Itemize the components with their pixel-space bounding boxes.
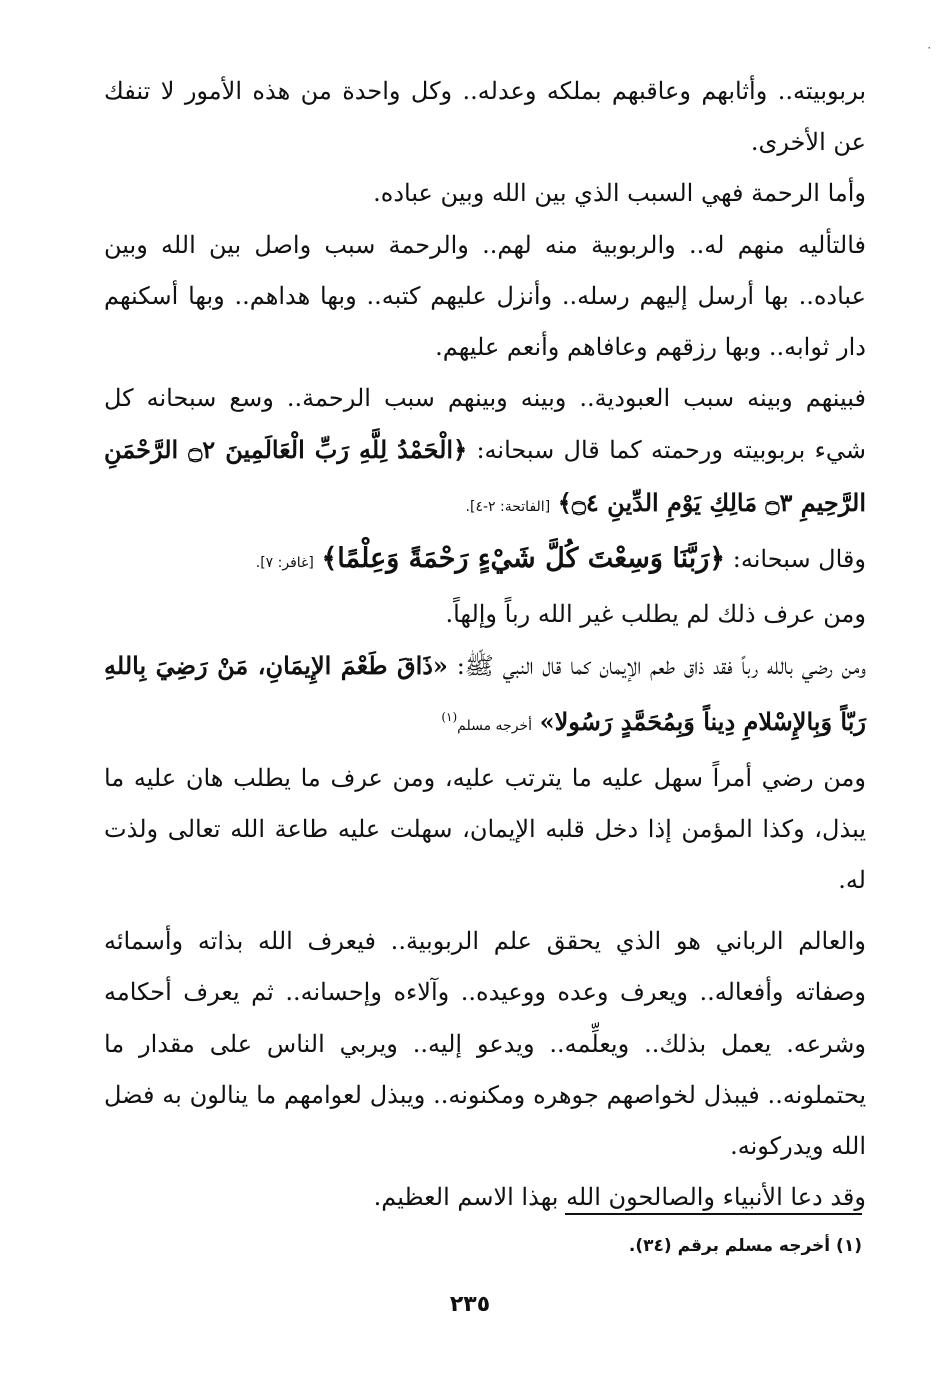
quran-ghafir-quote: ﴿رَبَّنَا وَسِعْتَ كُلَّ شَيْءٍ رَحْمَةً وَعِلْمًا﴾ [321,542,726,574]
fatiha-intro: فبينهم وبينه سبب العبودية.. وبينه وبينهم سبب الرحمة.. وسع سبحانه كل شيء بربوبيته ورحمته كما قال سبحانه: [104,384,866,465]
hadith-intro: ومن رضي بالله رباً فقد ذاق طعم الإيمان كما قال النبي ﷺ: [456,652,866,681]
corner-mark: ٠ [926,40,933,54]
footnote: (١) أخرجه مسلم برقم (٣٤). [628,1236,862,1256]
footnote-divider [565,1213,862,1215]
paragraph-lordship: بربوبيته.. وأثابهم وعاقبهم بملكه وعدله.. وكل واحدة من هذه الأمور لا تنفك عن الأخرى. [104,77,867,157]
hadith-text: «ذَاقَ طَعْمَ الإِيمَانِ، مَنْ رَضِيَ بِاللهِ رَبّاً وَبِالإِسْلامِ دِيناً وَبِمُحَمَّدٍ رَسُولا» [104,651,866,737]
footnote-marker: (١) [441,710,458,725]
ghafir-reference: [غافر: ٧]. [255,554,314,571]
fatiha-reference: [الفاتحة: ٢-٤]. [465,498,551,515]
paragraph-know: ومن عرف ذلك لم يطلب غير الله رباً وإلهاً. [445,600,866,629]
paragraph-accept: ومن رضي أمراً سهل عليه ما يترتب عليه، ومن عرف ما يطلب هان عليه ما يبذل، وكذا المؤمن إذا دخل قلبه الإيمان، سهلت عليه طاعة الله تعالى ولذت له. [104,763,866,895]
body-text [104,66,866,1223]
paragraph-ghafir [104,533,866,589]
paragraph-worship: فالتأليه منهم له.. والربوبية منه لهم.. والرحمة سبب واصل بين الله وبين عباده.. بها أرسل إليهم رسله.. وأنزل عليهم كتبه.. وبها هداهم.. وبها أسكنهم دار ثوابه.. وبها رزقهم وعافاهم وأنعم عليهم. [104,230,866,362]
page-number: ٢٣٥ [449,1292,491,1317]
paragraph-final: وقد دعا الأنبياء والصالحون الله بهذا الاسم العظيم. [373,1183,866,1212]
paragraph-scholar: والعالم الرباني هو الذي يحقق علم الربوبية.. فيعرف الله بذاته وأسمائه وصفاته وأفعاله.. ويعرف وعده ووعيده.. وآلاءه وإحسانه.. ثم يعرف أحكامه وشرعه. يعمل بذلك.. ويعلِّمه.. ويدعو إليه.. ويربي الناس على مقدار ما يحتملونه.. فيبذل لخواصهم جوهره ومكنونه.. ويبذل لعوامهم ما ينالون به فضل الله ويدركونه. [104,927,866,1161]
paragraph-hadith [104,640,866,752]
ghafir-intro: وقال سبحانه: [732,544,866,573]
hadith-reference: أخرجه مسلم [457,718,532,735]
paragraph-fatiha [104,373,866,533]
quran-fatiha-quote: ﴿الْحَمْدُ لِلَّهِ رَبِّ الْعَالَمِينَ ۝٢ الرَّحْمَنِ الرَّحِيمِ ۝٣ مَالِكِ يَوْمِ الدِّينِ ۝٤﴾ [104,435,866,517]
paragraph-mercy: وأما الرحمة فهي السبب الذي بين الله وبين عباده. [373,179,866,208]
